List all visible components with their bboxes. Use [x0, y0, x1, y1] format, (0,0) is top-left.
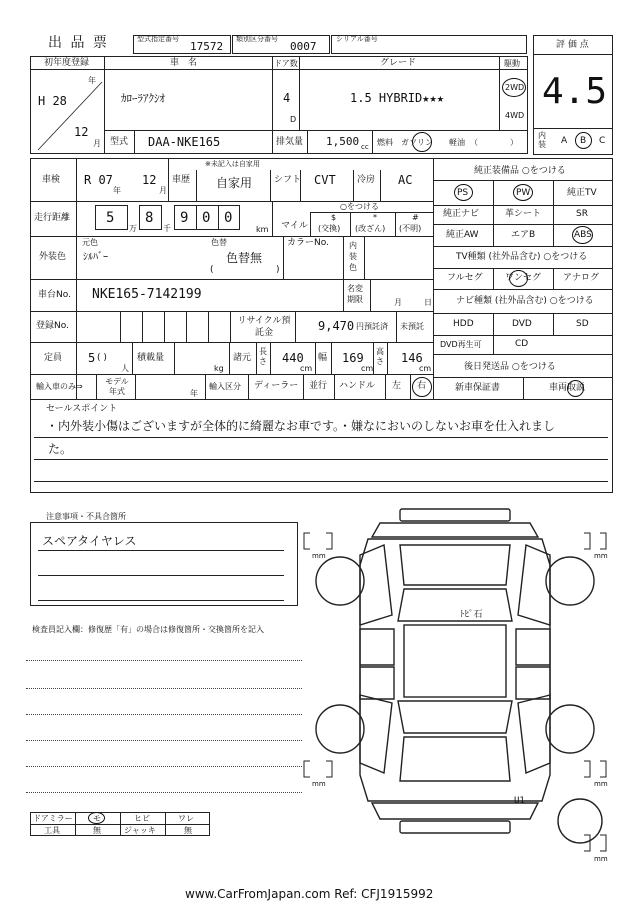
handle-right: 右 — [417, 381, 427, 391]
tools-h-ware: ワレ — [178, 814, 194, 823]
notes-label: 注意事項・不具合箇所 — [46, 512, 126, 521]
recycle-status: 円預託済 — [356, 322, 388, 331]
model-code-value: 17572 — [190, 40, 224, 53]
equip-pw-circle — [513, 184, 533, 201]
import-label: 輸入車のみ⇒ — [36, 382, 83, 391]
class-code-label: 類別区分番号 — [236, 35, 278, 43]
damage-mark-u1: U1 — [514, 796, 525, 806]
tv-title: TV種類 (社外品含む) ○をつける — [456, 252, 588, 262]
sales-label: セールスポイント — [46, 404, 118, 414]
class-code-value: 0007 — [290, 40, 317, 53]
equip-abs: ABS — [574, 230, 592, 240]
first-reg-month-unit: 月 — [93, 139, 101, 148]
orig-color-label: 元色 — [82, 238, 98, 247]
notes-line-1: スペアタイヤレス — [42, 534, 137, 548]
equip-ps: PS — [457, 188, 469, 198]
history-value: 自家用 — [216, 176, 253, 190]
interior-selected-circle — [575, 132, 592, 149]
length-unit: cm — [300, 364, 313, 373]
recycle-value: 9,470 — [318, 319, 355, 333]
equip-ps-circle — [454, 184, 473, 201]
first-reg-month: 12 — [74, 125, 89, 139]
mileage-dollar: $ — [331, 213, 337, 222]
color-label: 外装色 — [39, 252, 67, 262]
later-warranty: 新車保証書 — [455, 383, 501, 393]
later-title: 後日発送品 ○をつける — [464, 362, 556, 372]
fuel-gas: ガソリン — [401, 138, 433, 147]
interior-grade-b: B — [580, 136, 587, 146]
capacity-paren: ( ) — [97, 353, 107, 363]
sales-line-1: ・内外装小傷はございますが全体的に綺麗なお車です。・嫌なにおいのしないお車を仕入れまし — [46, 419, 556, 433]
mileage-label: 走行距離 — [34, 213, 71, 223]
fuel-gas-circle — [412, 132, 432, 152]
car-name-value: ｶﾛｰﾗｱｸｼｵ — [121, 92, 165, 105]
mileage-km: km — [256, 225, 269, 234]
shaken-label: 車検 — [42, 175, 61, 185]
shift-value: CVT — [314, 173, 336, 187]
handle-left: 左 — [392, 381, 402, 391]
fuel-label: 燃料 — [377, 138, 393, 147]
displacement-value: 1,500 — [326, 135, 360, 148]
shaken-era: R 07 — [84, 173, 113, 187]
mileage-circle-note: ○をつける — [340, 202, 379, 211]
equip-sr: SR — [576, 209, 588, 219]
mm-rear-left: mm — [312, 780, 326, 788]
recycle-unpaid: 未預託 — [400, 322, 424, 331]
history-label: 車歴 — [172, 175, 191, 185]
load-label: 積載量 — [137, 353, 165, 363]
height-value: 146 — [401, 351, 423, 365]
repaint-paren-l: ( — [210, 265, 214, 275]
drive-2wd-circle — [502, 78, 526, 97]
model-year-unit: 年 — [190, 389, 198, 398]
car-diagram — [300, 505, 620, 865]
mm-front-right: mm — [594, 552, 608, 560]
width-unit: cm — [361, 364, 374, 373]
owner-change-day: 日 — [424, 298, 432, 307]
shaken-month-unit: 月 — [159, 186, 167, 195]
tools-v-none-2: 無 — [184, 826, 192, 835]
mileage-unknown: (不明) — [399, 224, 422, 233]
tools-v-none-1: 無 — [93, 826, 101, 835]
later-manual-circle — [567, 380, 584, 397]
mileage-man: 万 — [129, 224, 137, 233]
displacement-label: 排気量 — [276, 137, 304, 147]
first-reg-era: H 28 — [38, 94, 67, 108]
rating-label: 評 価 点 — [556, 40, 589, 50]
mileage-digit-5: 0 — [224, 210, 233, 226]
equip-leather: 革シート — [505, 209, 542, 219]
mm-spare: mm — [594, 855, 608, 863]
navi-title: ナビ種類 (社外品含む) ○をつける — [456, 296, 594, 306]
chassis-label: 車台No. — [38, 290, 71, 300]
equip-pw: PW — [516, 188, 531, 198]
fuel-diesel: 軽油 — [449, 138, 465, 147]
mileage-exchange: (交換) — [318, 224, 341, 233]
doors-sub: D — [290, 115, 297, 124]
tv-oneseg: ワンセグ — [505, 273, 542, 283]
height-unit: cm — [419, 364, 432, 373]
interior-color-label: 内装色 — [349, 241, 357, 272]
grade-label: グレード — [380, 58, 417, 68]
drive-4wd: 4WD — [505, 111, 525, 120]
tools-h-hibi: ヒビ — [134, 814, 150, 823]
width-label: 幅 — [318, 353, 328, 363]
tools-v-jack: ジャッキ — [124, 826, 156, 835]
orig-color-value: ｼﾙﾊﾞｰ — [83, 252, 108, 263]
mileage-star: * — [373, 213, 377, 222]
capacity-label: 定員 — [44, 353, 63, 363]
shaken-month: 12 — [142, 173, 157, 187]
recycle-label: リサイクル預託金 — [237, 316, 291, 338]
sheet-title: 出 品 票 — [48, 35, 109, 51]
shift-label: シフト — [274, 175, 302, 185]
model-code-label: 型式指定番号 — [137, 35, 179, 43]
tv-analog: アナログ — [563, 273, 600, 283]
ac-label: 冷房 — [357, 175, 376, 185]
doors-value: 4 — [283, 91, 291, 105]
mm-rear-right: mm — [594, 780, 608, 788]
equip-airbag: エアB — [511, 230, 536, 240]
model-year-label: モデル年式 — [105, 377, 129, 396]
navi-sd: SD — [576, 319, 589, 329]
later-manual: 車両取説 — [549, 383, 586, 393]
grade-value: 1.5 HYBRID★★★ — [350, 91, 444, 105]
mileage-mile: マイル — [281, 221, 308, 231]
mileage-sen: 千 — [163, 224, 171, 233]
handle-right-circle — [412, 377, 432, 397]
ac-value: AC — [398, 173, 413, 187]
mm-front-left: mm — [312, 552, 326, 560]
dims-label: 諸元 — [233, 353, 252, 363]
width-value: 169 — [342, 351, 364, 365]
navi-hdd: HDD — [453, 319, 474, 329]
serial-label: シリアル番号 — [336, 35, 378, 43]
chassis-value: NKE165-7142199 — [92, 287, 202, 302]
footer-watermark: www.CarFromJapan.com Ref: CFJ1915992 — [185, 887, 434, 901]
import-dealer: ディーラー — [254, 381, 299, 391]
car-name-label: 車 名 — [170, 58, 198, 68]
first-reg-year-unit: 年 — [88, 76, 96, 85]
rating-value: 4.5 — [542, 71, 608, 112]
dvd-playable: DVD再生可 — [440, 340, 482, 349]
interior-label: 内装 — [538, 131, 546, 149]
load-unit: kg — [214, 364, 224, 373]
mileage-digit-1: 5 — [106, 210, 115, 226]
capacity-value: 5 — [88, 351, 96, 365]
owner-change-label: 名変期限 — [347, 284, 363, 304]
interior-grade-a: A — [561, 136, 568, 146]
tools-mo-circle — [88, 812, 105, 824]
interior-grade-c: C — [599, 136, 606, 146]
drive-label: 駆動 — [504, 59, 520, 68]
type-label: 型式 — [110, 137, 129, 147]
doors-label: ドア数 — [274, 59, 298, 68]
tools-h-mirror: ドアミラー — [33, 814, 73, 823]
tools-h-mo: モ — [93, 814, 101, 823]
inspector-label: 検査員記入欄：修復歴「有」の場合は修復箇所・交換箇所を記入 — [32, 625, 264, 634]
equip-tv: 純正TV — [567, 188, 597, 198]
registration-label: 登録No. — [36, 321, 69, 331]
tv-fullseg: フルセグ — [447, 273, 483, 283]
repaint-paren-r: ) — [276, 265, 280, 275]
navi-dvd: DVD — [512, 319, 532, 329]
handle-label: ハンドル — [339, 381, 376, 391]
equip-navi: 純正ナビ — [443, 209, 480, 219]
private-note: ※未記入は自家用 — [205, 160, 260, 168]
height-label: 高さ — [376, 347, 384, 366]
mileage-digit-4: 0 — [202, 210, 211, 226]
equip-aw: 純正AW — [446, 230, 479, 240]
color-no-label: カラーNo. — [287, 238, 329, 248]
owner-change-month: 月 — [394, 298, 402, 307]
displacement-unit: cc — [361, 143, 369, 151]
length-value: 440 — [282, 351, 304, 365]
fuel-other: （ ） — [470, 138, 518, 147]
mileage-digit-2: 8 — [145, 210, 154, 226]
shaken-year-unit: 年 — [113, 186, 121, 195]
import-parallel: 並行 — [309, 381, 328, 391]
import-class-label: 輸入区分 — [209, 382, 241, 391]
mileage-hash: # — [412, 213, 419, 222]
equipment-title: 純正装備品 ○をつける — [474, 166, 566, 176]
drive-2wd: 2WD — [505, 83, 525, 92]
mileage-digit-3: 9 — [180, 210, 189, 226]
cd-label: CD — [515, 339, 529, 349]
damage-mark-chip: ﾄﾋﾟ石 — [460, 610, 483, 620]
sales-line-2: た。 — [48, 442, 73, 456]
repaint-value: 色替無 — [226, 251, 263, 265]
equip-abs-circle — [572, 226, 593, 244]
repaint-label: 色替 — [211, 238, 227, 247]
tools-v-tool: 工具 — [44, 826, 60, 835]
mileage-modified: (改ざん) — [355, 224, 386, 233]
type-value: DAA-NKE165 — [148, 135, 221, 149]
length-label: 長さ — [259, 347, 267, 366]
tv-oneseg-circle — [509, 270, 528, 287]
capacity-unit: 人 — [121, 364, 129, 373]
first-reg-label: 初年度登録 — [44, 58, 90, 68]
